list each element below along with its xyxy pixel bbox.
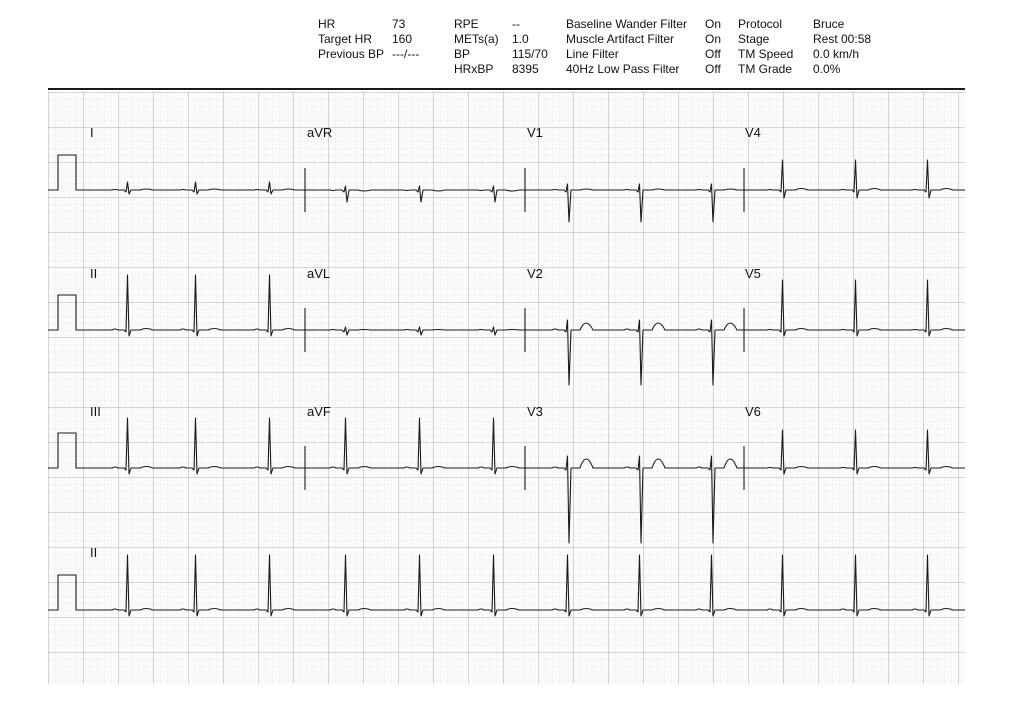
rpe-value: -- bbox=[512, 17, 520, 31]
lead-label-V5: V5 bbox=[745, 266, 761, 281]
line-filter-value: Off bbox=[705, 47, 721, 61]
ecg-grid-and-traces bbox=[48, 92, 965, 684]
lead-label-aVR: aVR bbox=[307, 125, 333, 140]
line-filter-label: Line Filter bbox=[566, 47, 619, 61]
previous-bp-value: ---/--- bbox=[392, 47, 420, 61]
header-col4-values bbox=[813, 17, 871, 77]
previous-bp-label: Previous BP bbox=[318, 47, 385, 61]
lead-label-V6: V6 bbox=[745, 404, 761, 419]
stage-label: Stage bbox=[738, 32, 770, 46]
header-col3-labels bbox=[566, 17, 687, 77]
header-col4-labels bbox=[738, 17, 793, 77]
header-col3-values bbox=[705, 17, 721, 77]
rpe-label: RPE bbox=[454, 17, 479, 31]
hr-value: 73 bbox=[392, 17, 406, 31]
tm-grade-label: TM Grade bbox=[738, 62, 793, 76]
hrxbp-value: 8395 bbox=[512, 62, 539, 76]
header-col1-labels bbox=[318, 17, 384, 62]
muscle-filter-label: Muscle Artifact Filter bbox=[566, 32, 675, 46]
header-col2-values bbox=[512, 17, 548, 77]
lead-label-II: II bbox=[90, 266, 98, 281]
target-hr-value: 160 bbox=[392, 32, 413, 46]
target-hr-label: Target HR bbox=[318, 32, 373, 46]
muscle-filter-value: On bbox=[705, 32, 722, 46]
lead-label-aVL: aVL bbox=[307, 266, 331, 281]
tm-speed-value: 0.0 km/h bbox=[813, 47, 860, 61]
hrxbp-label: HRxBP bbox=[454, 62, 494, 76]
lead-label-V2: V2 bbox=[527, 266, 543, 281]
baseline-filter-value: On bbox=[705, 17, 722, 31]
tm-grade-value: 0.0% bbox=[813, 62, 841, 76]
lead-label-V3: V3 bbox=[527, 404, 543, 419]
lowpass-filter-value: Off bbox=[705, 62, 721, 76]
bp-value: 115/70 bbox=[512, 47, 548, 61]
ecg-paper bbox=[48, 92, 965, 684]
lowpass-filter-label: 40Hz Low Pass Filter bbox=[566, 62, 680, 76]
lead-label-V1: V1 bbox=[527, 125, 543, 140]
protocol-label: Protocol bbox=[738, 17, 783, 31]
mets-value: 1.0 bbox=[512, 32, 529, 46]
lead-label-aVF: aVF bbox=[307, 404, 331, 419]
baseline-filter-label: Baseline Wander Filter bbox=[566, 17, 687, 31]
header-col1-values bbox=[392, 17, 419, 62]
tm-speed-label: TM Speed bbox=[738, 47, 794, 61]
stage-value: Rest 00:58 bbox=[813, 32, 872, 46]
hr-label: HR bbox=[318, 17, 336, 31]
lead-label-V4: V4 bbox=[745, 125, 761, 140]
lead-label-rhythm-II: II bbox=[90, 545, 98, 560]
header-divider bbox=[48, 88, 965, 90]
protocol-value: Bruce bbox=[813, 17, 845, 31]
lead-label-III: III bbox=[90, 404, 101, 419]
bp-label: BP bbox=[454, 47, 471, 61]
mets-label: METs(a) bbox=[454, 32, 499, 46]
header-col2-labels bbox=[454, 17, 499, 77]
lead-label-I: I bbox=[90, 125, 94, 140]
